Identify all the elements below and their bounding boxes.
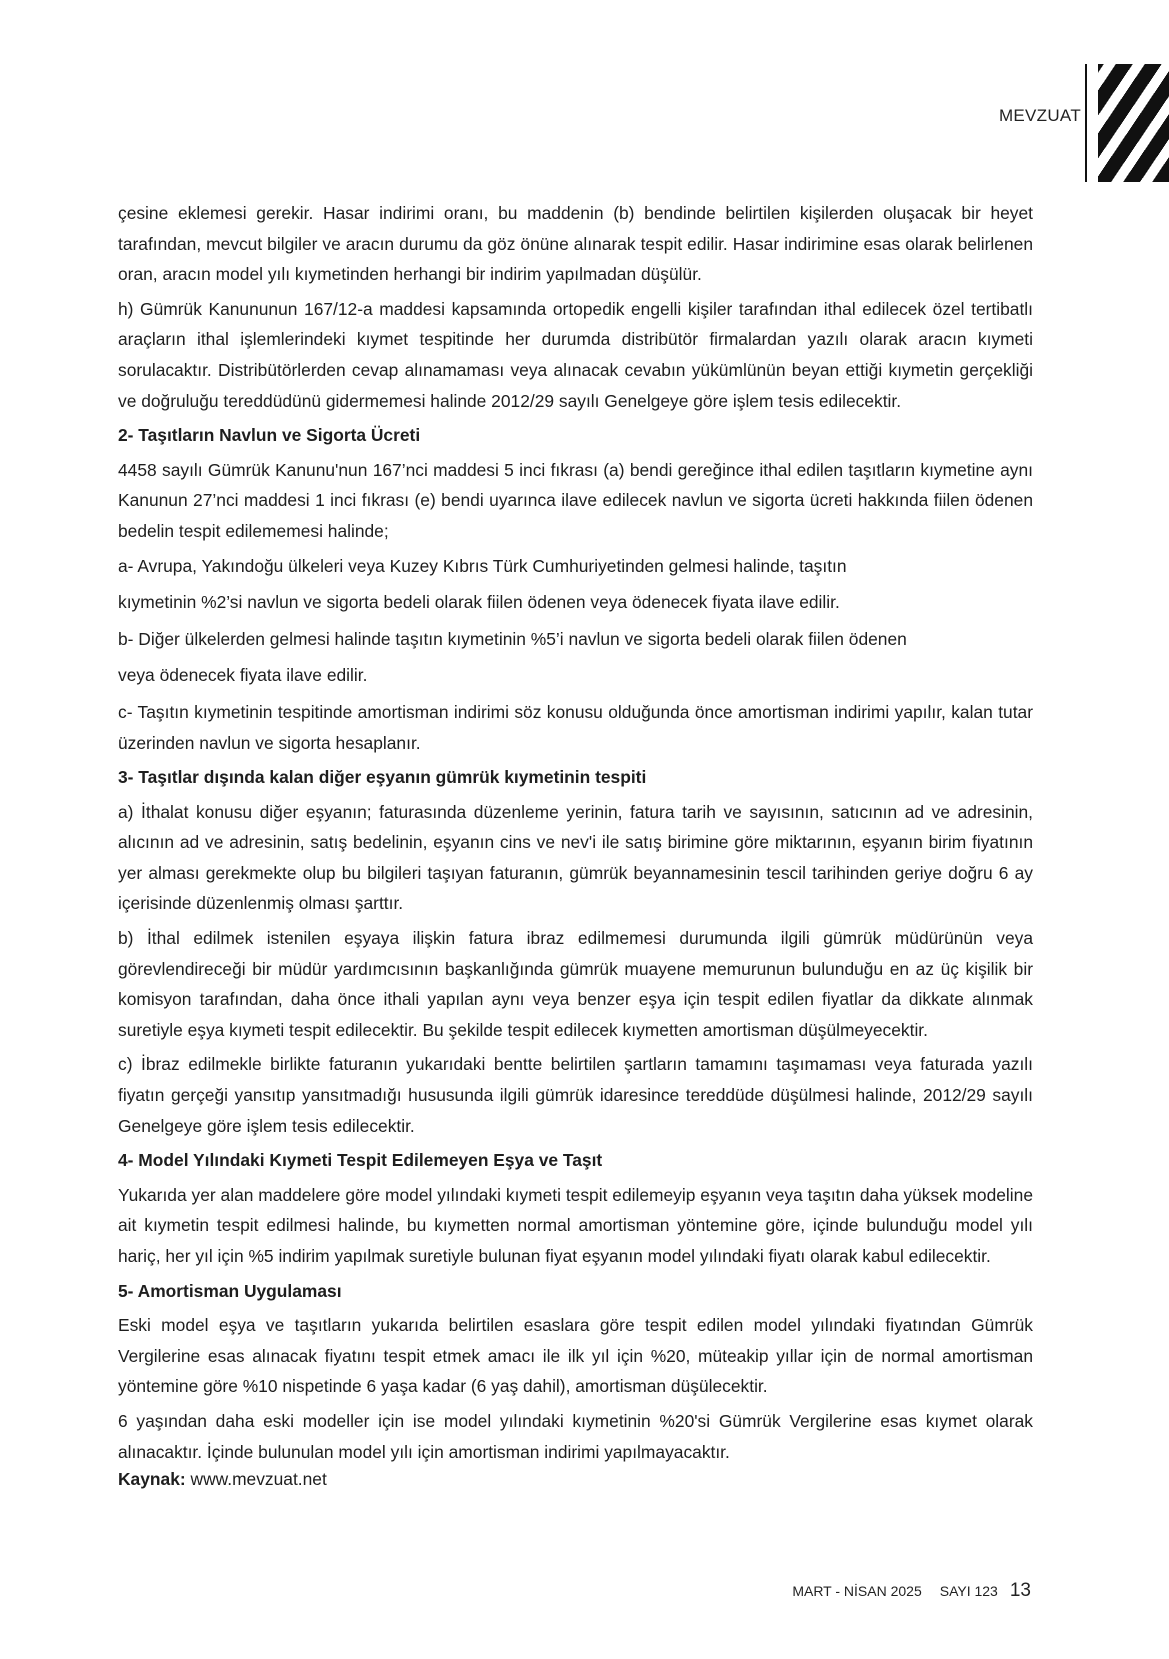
paragraph: kıymetinin %2’si navlun ve sigorta bedeli olarak fiilen ödenen veya ödenecek fiyata ilave edilir. <box>118 592 840 613</box>
source-label: Kaynak: <box>118 1469 186 1490</box>
section-heading: 4- Model Yılındaki Kıymeti Tespit Edilemeyen Eşya ve Taşıt <box>118 1150 603 1171</box>
section-heading: 2- Taşıtların Navlun ve Sigorta Ücreti <box>118 425 421 446</box>
paragraph: b) İthal edilmek istenilen eşyaya ilişkin fatura ibraz edilmemesi durumunda ilgili gümrük müdürünün veya görevlendireceği bir müdür yardımcısının başkanlığında gümrük muayene memurunun bulunduğu en az üç kişilik bir komisyon tarafından, daha önce ithali yapılan aynı veya benzer eşya için tespit edilen fiyatlar da dikkate alınmak suretiyle eşya kıymeti tespit edilecektir. Bu şekilde tespit edilecek kıymetten amortisman düşülmeyecektir. <box>118 928 1033 1040</box>
paragraph: a- Avrupa, Yakındoğu ülkeleri veya Kuzey Kıbrıs Türk Cumhuriyetinden gelmesi halinde, taşıtın <box>118 555 847 576</box>
paragraph: h) Gümrük Kanununun 167/12-a maddesi kapsamında ortopedik engelli kişiler tarafından ithal edilecek özel tertibatlı araçların ithal işlemlerindeki kıymet tespitinde her durumda distribütör firmalardan yazılı olarak aracın kıymeti sorulacaktır. Distribütörlerden cevap alınamaması veya alınacak cevabın yükümlünün beyan ettiği kıymetin gerçekliği ve doğruluğu tereddüdünü gidermemesi halinde 2012/29 sayılı Genelgeye göre işlem tesis edilecektir. <box>118 298 1033 411</box>
page-footer <box>792 1580 1031 1602</box>
header-divider <box>1085 64 1087 182</box>
section-heading: 5- Amortisman Uygulaması <box>118 1280 342 1301</box>
paragraph: c- Taşıtın kıymetinin tespitinde amortisman indirimi söz konusu olduğunda önce amortisman indirimi yapılır, kalan tutar üzerinden navlun ve sigorta hesaplanır. <box>118 701 1033 753</box>
issue-date: MART - NİSAN 2025 <box>792 1583 922 1599</box>
issue-number: SAYI 123 <box>939 1583 998 1599</box>
source-line <box>118 1467 1033 1491</box>
paragraph: çesine eklemesi gerekir. Hasar indirimi oranı, bu maddenin (b) bendinde belirtilen kişilerden oluşacak bir heyet tarafından, mevcut bilgiler ve aracın durumu da göz önüne alınarak tespit edilir. Hasar indirimine esas olarak belirlenen oran, aracın model yılı kıymetinden herhangi bir indirim yapılmadan düşülür. <box>118 203 1033 285</box>
article-body <box>118 198 1033 1495</box>
paragraph: veya ödenecek fiyata ilave edilir. <box>118 665 368 686</box>
paragraph: Eski model eşya ve taşıtların yukarıda belirtilen esaslara göre tespit edilen model yılındaki fiyatından Gümrük Vergilerine esas alınacak fiyatını tespit etmek amacı ile ilk yıl için %20, müteakip yıllar için de normal amortisman yöntemine göre %10 nispetinde 6 yaşa kadar (6 yaş dahil), amortisman düşülecektir. <box>118 1315 1033 1397</box>
striped-corner-logo <box>1098 64 1169 182</box>
paragraph: b- Diğer ülkelerden gelmesi halinde taşıtın kıymetinin %5’i navlun ve sigorta bedeli olarak fiilen ödenen <box>118 628 907 649</box>
paragraph: c) İbraz edilmekle birlikte faturanın yukarıdaki bentte belirtilen şartların tamamını taşımaması veya faturada yazılı fiyatın gerçeği yansıtıp yansıtmadığı hususunda ilgili gümrük idaresince tereddüde düşülmesi halinde, 2012/29 sayılı Genelgeye göre işlem tesis edilecektir. <box>118 1054 1033 1136</box>
paragraph: 4458 sayılı Gümrük Kanunu'nun 167’nci maddesi 5 inci fıkrası (a) bendi gereğince ithal edilen taşıtların kıymetine aynı Kanunun 27’nci maddesi 1 inci fıkrası (e) bendi uyarınca ilave edilecek navlun ve sigorta ücreti hakkında fiilen ödenen bedelin tespit edilememesi halinde; <box>118 459 1033 541</box>
section-heading: 3- Taşıtlar dışında kalan diğer eşyanın gümrük kıymetinin tespiti <box>118 767 647 788</box>
section-label: MEVZUAT <box>998 106 1081 125</box>
paragraph: a) İthalat konusu diğer eşyanın; faturasında düzenleme yerinin, fatura tarih ve sayısının, satıcının ad ve adresinin, alıcının ad ve adresinin, satış bedelinin, eşyanın cins ve nev'i ile satış birimine göre miktarının, eşyanın birim fiyatının yer alması gerekmekte olup bu bilgileri taşıyan faturanın, gümrük beyannamesinin tescil tarihinden geriye doğru 6 ay içerisinde düzenlenmiş olması şarttır. <box>118 801 1033 914</box>
paragraph: 6 yaşından daha eski modeller için ise model yılındaki kıymetinin %20'si Gümrük Vergilerine esas kıymet olarak alınacaktır. İçinde bulunulan model yılı için amortisman indirimi yapılmayacaktır. <box>118 1410 1033 1462</box>
paragraph: Yukarıda yer alan maddelere göre model yılındaki kıymeti tespit edilemeyip eşyanın veya taşıtın daha yüksek modeline ait kıymetin tespit edilmesi halinde, bu kıymetten normal amortisman yöntemine göre, içinde bulunduğu model yılı hariç, her yıl için %5 indirim yapılmak suretiyle bulunan fiyat eşyanın model yılındaki fiyatı olarak kabul edilecektir. <box>118 1184 1033 1266</box>
source-url: www.mevzuat.net <box>190 1469 327 1490</box>
page-number: 13 <box>1009 1580 1031 1601</box>
